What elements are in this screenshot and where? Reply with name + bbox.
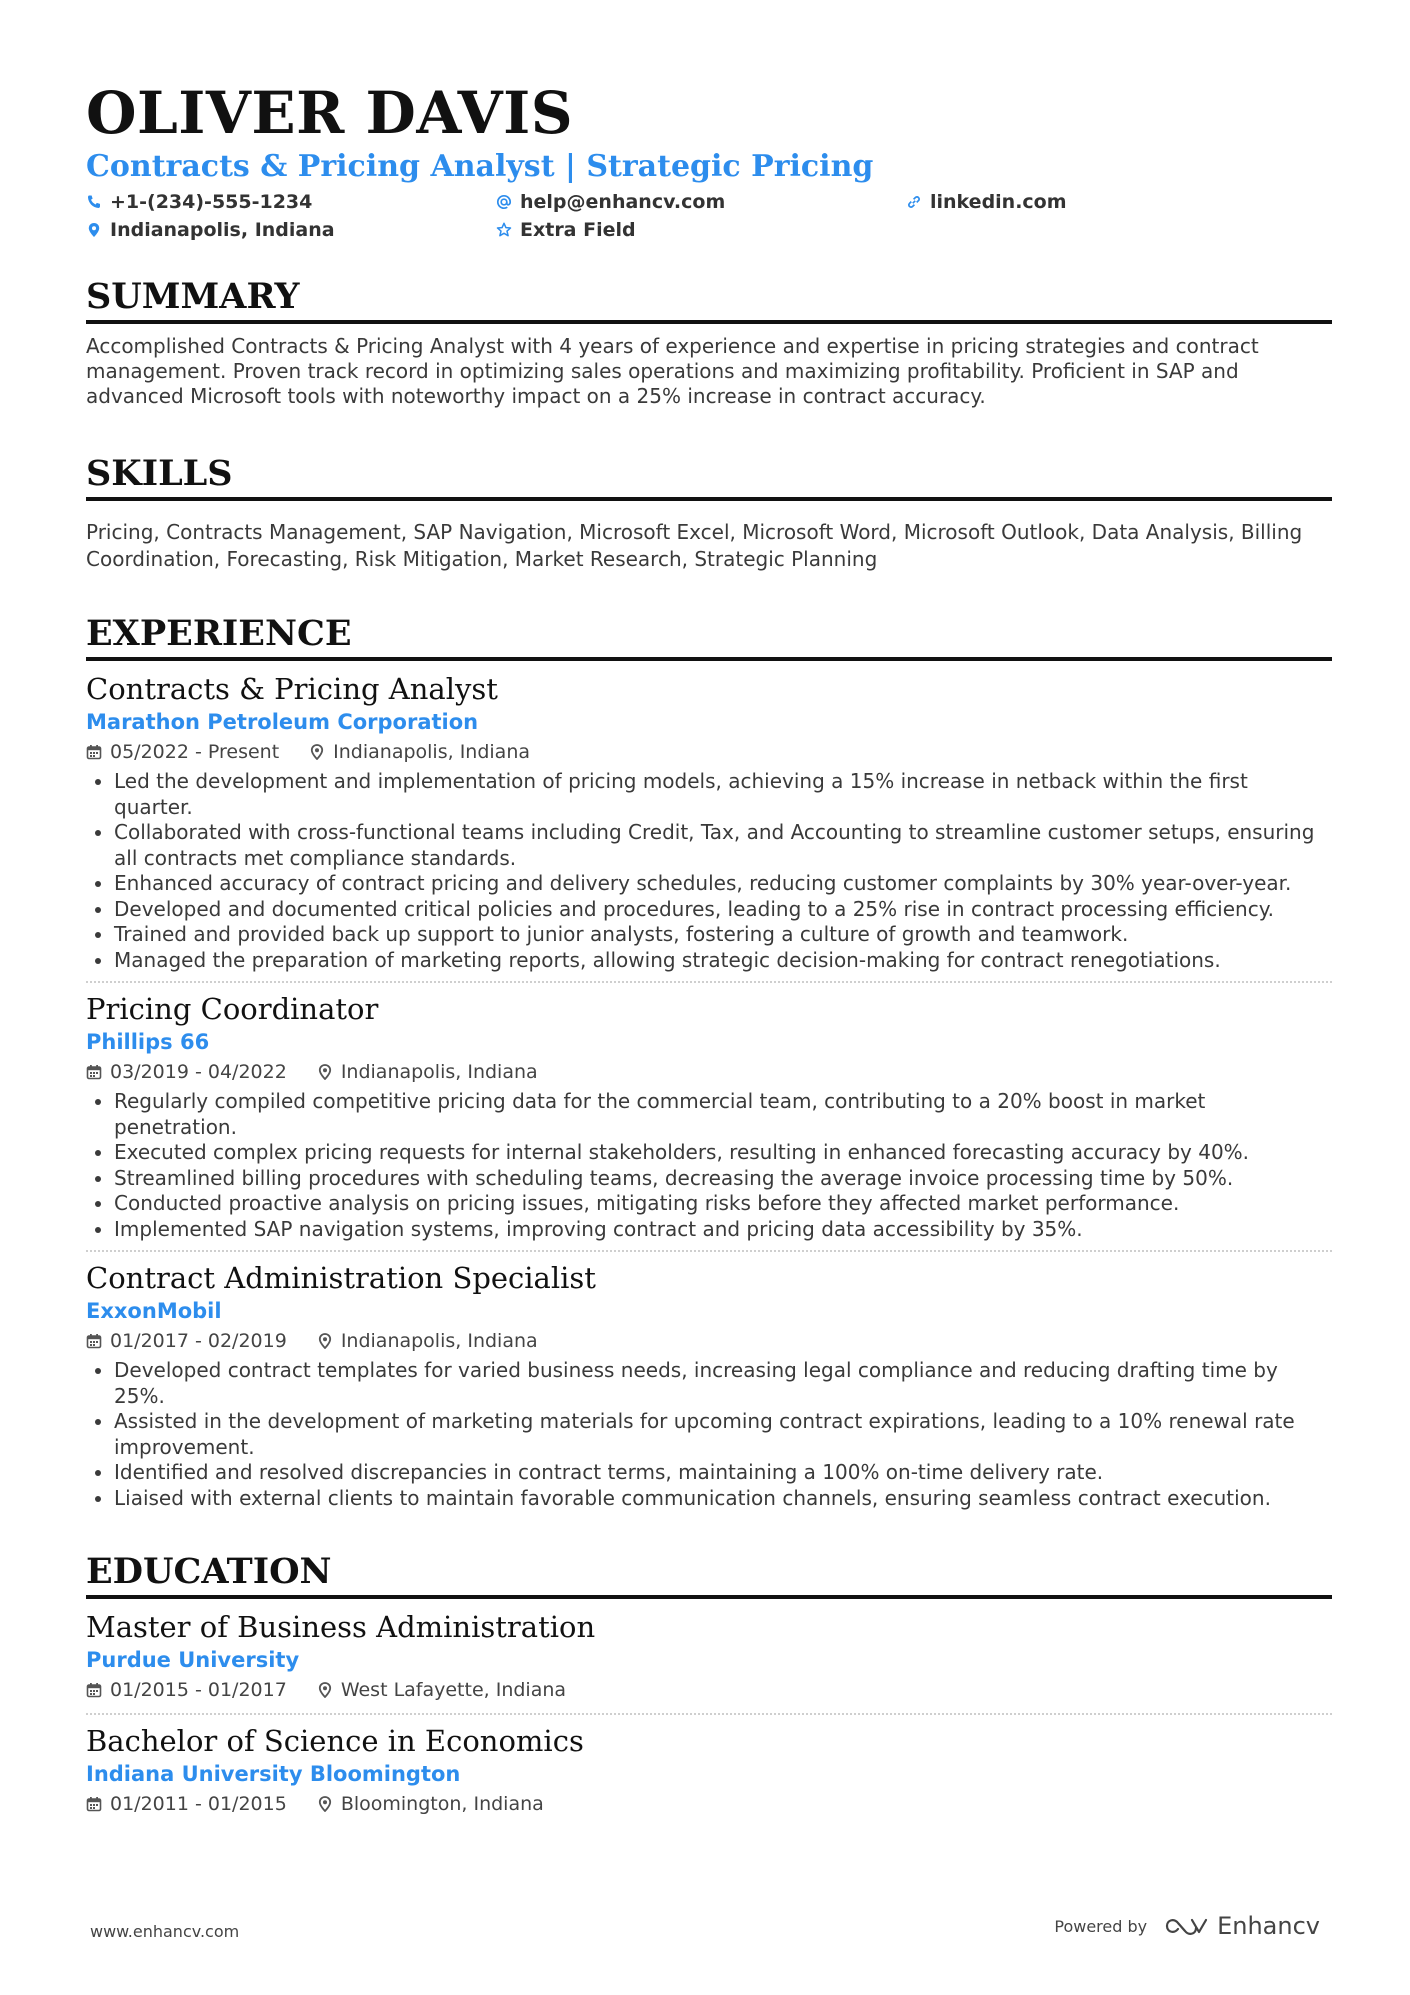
job-bullets	[86, 769, 1332, 973]
star-icon	[496, 222, 512, 238]
location-pin-icon	[86, 222, 102, 238]
footer-website-link[interactable]: www.enhancv.com	[90, 1922, 240, 1941]
education-meta	[86, 1675, 1332, 1705]
at-icon	[496, 194, 512, 210]
link-icon	[906, 194, 922, 210]
list-item: • Enhanced accuracy of contract pricing and delivery schedules, reducing customer complaints by 30% year-over-year.	[114, 871, 1332, 897]
job-company[interactable]: Marathon Petroleum Corporation	[86, 710, 479, 734]
list-item: • Led the development and implementation of pricing models, achieving a 15% increase in netback within the first quarter.	[114, 769, 1332, 820]
contact-extra	[496, 218, 906, 242]
list-item: • Liaised with external clients to maintain favorable communication channels, ensuring seamless contract execution.	[114, 1486, 1332, 1512]
contact-phone[interactable]	[86, 190, 496, 214]
list-item: • Collaborated with cross-functional teams including Credit, Tax, and Accounting to streamline customer setups, ensuring all contracts met compliance standards.	[114, 820, 1332, 871]
experience-section	[86, 613, 1332, 1511]
job-dates: 01/2017 - 02/2019	[110, 1330, 287, 1352]
calendar-icon	[86, 1064, 102, 1080]
entry-divider	[86, 1250, 1332, 1252]
education-location: West Lafayette, Indiana	[340, 1679, 567, 1701]
candidate-headline: Contracts & Pricing Analyst | Strategic Pricing	[86, 149, 874, 184]
contact-email[interactable]	[496, 190, 906, 214]
job-meta	[86, 1326, 1332, 1356]
list-item: • Identified and resolved discrepancies in contract terms, maintaining a 100% on-time delivery rate.	[114, 1460, 1332, 1486]
school-name[interactable]: Indiana University Bloomington	[86, 1762, 461, 1786]
entry-divider	[86, 981, 1332, 983]
brand-name: Enhancv	[1217, 1912, 1320, 1940]
experience-title: EXPERIENCE	[86, 613, 1332, 661]
job-bullets	[86, 1089, 1332, 1242]
calendar-icon	[86, 1682, 102, 1698]
education-dates: 01/2011 - 01/2015	[110, 1793, 287, 1815]
enhancv-logo[interactable]	[1165, 1912, 1320, 1940]
page-footer	[90, 1912, 1320, 1952]
location-pin-icon	[309, 744, 325, 760]
list-item: • Developed contract templates for varied business needs, increasing legal compliance and reducing drafting time by 25%.	[114, 1358, 1332, 1409]
list-item: • Conducted proactive analysis on pricing issues, mitigating risks before they affected market performance.	[114, 1191, 1332, 1217]
education-entry	[86, 1723, 1332, 1819]
email-text: help@enhancv.com	[520, 191, 726, 213]
list-item: • Trained and provided back up support to junior analysts, fostering a culture of growth and teamwork.	[114, 922, 1332, 948]
job-location: Indianapolis, Indiana	[340, 1330, 538, 1352]
footer-branding	[1054, 1912, 1320, 1940]
list-item: • Managed the preparation of marketing reports, allowing strategic decision-making for contract renegotiations.	[114, 948, 1332, 974]
resume-content	[86, 78, 1332, 1819]
job-entry	[86, 991, 1332, 1242]
summary-text: Accomplished Contracts & Pricing Analyst with 4 years of experience and expertise in pricing strategies and contract management. Proven track record in optimizing sales operations and maximizing profitability. Proficient in SAP and advanced Microsoft tools with noteworthy impact on a 25% increase in contract accuracy.	[86, 334, 1259, 408]
powered-by-label: Powered by	[1054, 1916, 1148, 1936]
job-title: Contracts & Pricing Analyst	[86, 672, 498, 706]
job-location: Indianapolis, Indiana	[340, 1061, 538, 1083]
phone-text: +1-(234)-555-1234	[110, 191, 313, 213]
list-item: • Executed complex pricing requests for internal stakeholders, resulting in enhanced forecasting accuracy by 40%.	[114, 1140, 1332, 1166]
candidate-name: OLIVER DAVIS	[86, 79, 574, 147]
education-entry	[86, 1609, 1332, 1705]
job-meta	[86, 1057, 1332, 1087]
degree-title: Master of Business Administration	[86, 1610, 596, 1644]
school-name[interactable]: Purdue University	[86, 1648, 300, 1672]
linkedin-text: linkedin.com	[930, 191, 1067, 213]
summary-section	[86, 276, 1332, 409]
contact-location	[86, 218, 496, 242]
education-location: Bloomington, Indiana	[340, 1793, 544, 1815]
education-section	[86, 1551, 1332, 1819]
contact-info	[86, 190, 1332, 242]
list-item: • Implemented SAP navigation systems, improving contract and pricing data accessibility by 35%.	[114, 1217, 1332, 1243]
list-item: • Streamlined billing procedures with scheduling teams, decreasing the average invoice processing time by 50%.	[114, 1166, 1332, 1192]
job-entry	[86, 1260, 1332, 1511]
job-company[interactable]: ExxonMobil	[86, 1299, 222, 1323]
job-bullets	[86, 1358, 1332, 1511]
education-meta	[86, 1789, 1332, 1819]
job-company[interactable]: Phillips 66	[86, 1030, 210, 1054]
location-pin-icon	[317, 1064, 333, 1080]
summary-title: SUMMARY	[86, 276, 1332, 324]
skills-text: Pricing, Contracts Management, SAP Navigation, Microsoft Excel, Microsoft Word, Microsoft Outlook, Data Analysis, Billing Coordination, Forecasting, Risk Mitigation, Market Research, Strategic Planning	[86, 520, 1303, 571]
job-meta	[86, 737, 1332, 767]
job-title: Contract Administration Specialist	[86, 1261, 596, 1295]
skills-title: SKILLS	[86, 453, 1332, 501]
degree-title: Bachelor of Science in Economics	[86, 1724, 584, 1758]
calendar-icon	[86, 1796, 102, 1812]
enhancv-logo-icon	[1165, 1915, 1209, 1937]
list-item: • Assisted in the development of marketing materials for upcoming contract expirations, leading to a 10% renewal rate improvement.	[114, 1409, 1332, 1460]
education-title: EDUCATION	[86, 1551, 1332, 1599]
job-entry	[86, 671, 1332, 973]
job-dates: 03/2019 - 04/2022	[110, 1061, 287, 1083]
calendar-icon	[86, 1333, 102, 1349]
list-item: • Regularly compiled competitive pricing data for the commercial team, contributing to a 20% boost in market penetration.	[114, 1089, 1332, 1140]
education-dates: 01/2015 - 01/2017	[110, 1679, 287, 1701]
calendar-icon	[86, 744, 102, 760]
skills-section	[86, 453, 1332, 573]
list-item: • Developed and documented critical policies and procedures, leading to a 25% rise in contract processing efficiency.	[114, 897, 1332, 923]
phone-icon	[86, 194, 102, 210]
location-text: Indianapolis, Indiana	[110, 219, 335, 241]
location-pin-icon	[317, 1796, 333, 1812]
location-pin-icon	[317, 1333, 333, 1349]
job-location: Indianapolis, Indiana	[333, 741, 531, 763]
job-title: Pricing Coordinator	[86, 992, 379, 1026]
extra-field-text: Extra Field	[520, 219, 636, 241]
entry-divider	[86, 1713, 1332, 1715]
job-dates: 05/2022 - Present	[110, 741, 280, 763]
contact-linkedin[interactable]	[906, 190, 1316, 214]
location-pin-icon	[317, 1682, 333, 1698]
